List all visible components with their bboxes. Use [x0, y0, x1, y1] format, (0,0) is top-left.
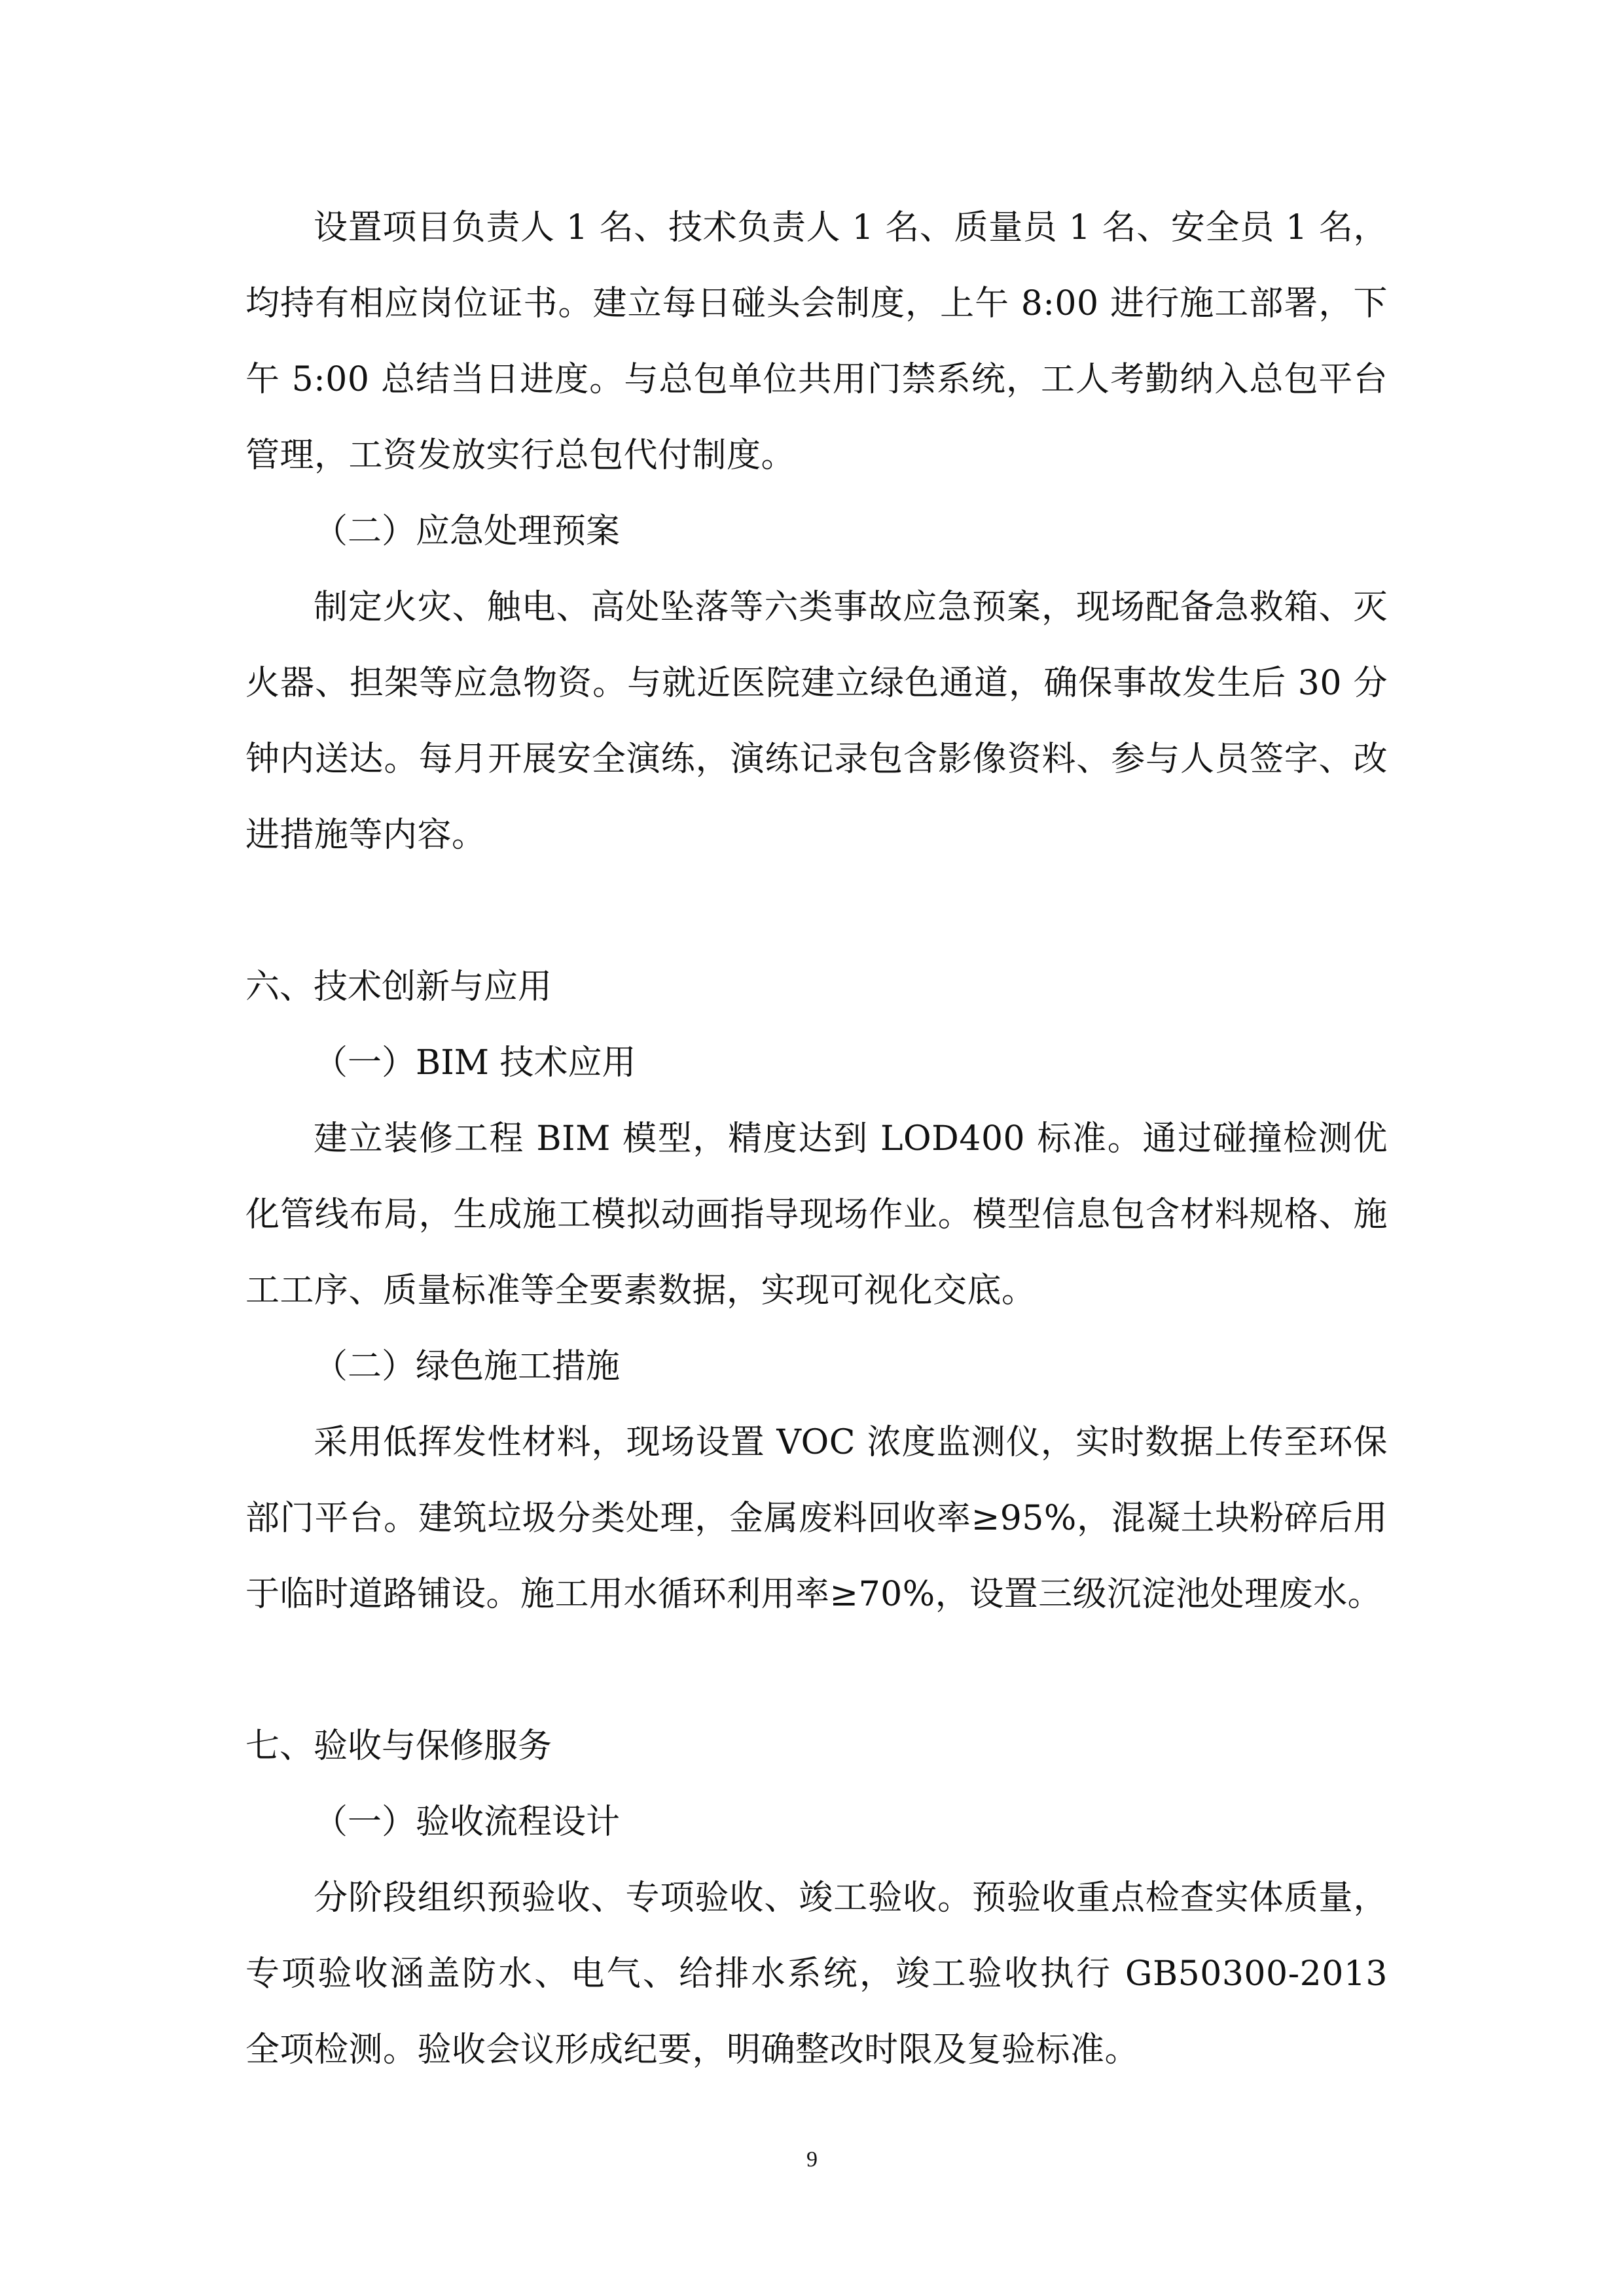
subheading-bim: （一）BIM 技术应用	[314, 1043, 636, 1083]
section-gap	[245, 1632, 1388, 1708]
subheading-green-construction: （二）绿色施工措施	[314, 1347, 621, 1386]
section-gap	[245, 873, 1388, 949]
paragraph-green-construction: 采用低挥发性材料，现场设置 VOC 浓度监测仪，实时数据上传至环保部门平台。建筑垃圾分类处理，金属废料回收率≥95%，混凝土块粉碎后用于临时道路铺设。施工用水循环利用率≥70%，设置三级沉淀池处理废水。	[245, 1423, 1388, 1614]
subheading-emergency-plan: （二）应急处理预案	[314, 512, 621, 551]
paragraph-staffing: 设置项目负责人 1 名、技术负责人 1 名、质量员 1 名、安全员 1 名，均持有相应岗位证书。建立每日碰头会制度，上午 8:00 进行施工部署，下午 5:00 总结当日进度。与总包单位共用门禁系统，工人考勤纳入总包平台管理，工资发放实行总包代付制度。	[245, 208, 1388, 475]
paragraph-bim: 建立装修工程 BIM 模型，精度达到 LOD400 标准。通过碰撞检测优化管线布局，生成施工模拟动画指导现场作业。模型信息包含材料规格、施工工序、质量标准等全要素数据，实现可视化交底。	[245, 1119, 1388, 1310]
paragraph-acceptance-process: 分阶段组织预验收、专项验收、竣工验收。预验收重点检查实体质量，专项验收涵盖防水、电气、给排水系统，竣工验收执行 GB50300-2013 全项检测。验收会议形成纪要，明确整改时限及复验标准。	[245, 1878, 1388, 2070]
page-number: 9	[806, 2147, 818, 2172]
subheading-acceptance-process: （一）验收流程设计	[314, 1803, 621, 1842]
paragraph-emergency-plan: 制定火灾、触电、高处坠落等六类事故应急预案，现场配备急救箱、灭火器、担架等应急物资。与就近医院建立绿色通道，确保事故发生后 30 分钟内送达。每月开展安全演练，演练记录包含影像资料、参与人员签字、改进措施等内容。	[245, 588, 1388, 855]
section-heading-tech-innovation: 六、技术创新与应用	[245, 967, 552, 1007]
page-content	[245, 190, 1388, 2088]
section-heading-acceptance: 七、验收与保修服务	[245, 1727, 552, 1766]
